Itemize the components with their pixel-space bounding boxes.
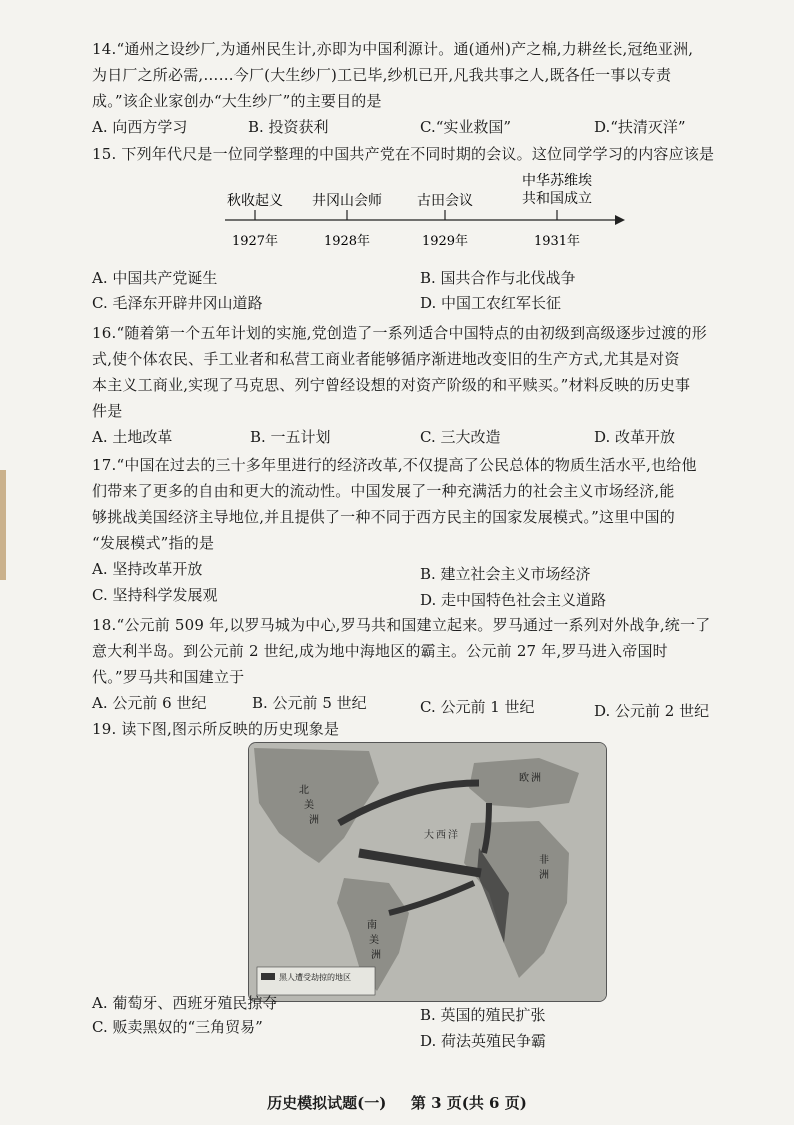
q16-line1: 16.“随着第一个五年计划的实施,党创造了一系列适合中国特点的由初级到高级逐步过渡的形 bbox=[92, 324, 707, 342]
triangle-trade-map bbox=[248, 742, 607, 1002]
q18-option-c: C. 公元前 1 世纪 bbox=[420, 698, 535, 716]
footer-page-number: 第 3 页(共 6 页) bbox=[410, 1094, 527, 1112]
q15-option-b: B. 国共合作与北伐战争 bbox=[420, 269, 576, 287]
q14-option-a: A. 向西方学习 bbox=[92, 118, 188, 136]
timeline-event-3: 古田会议 bbox=[417, 193, 473, 209]
q14-line2: 为日厂之所必需,……今厂(大生纱厂)工已毕,纱机已开,凡我共事之人,既各任一事以专责 bbox=[92, 66, 672, 84]
q17-option-a: A. 坚持改革开放 bbox=[92, 560, 203, 578]
q14-option-c: C.“实业救国” bbox=[420, 118, 512, 136]
q16-line2: 式,使个体农民、手工业者和私营工商业者能够循序渐进地改变旧的生产方式,尤其是对资 bbox=[92, 350, 680, 368]
map-label-atl-3: 洋 bbox=[448, 830, 458, 841]
map-label-na-3: 洲 bbox=[309, 815, 319, 826]
map-label-sa-2: 美 bbox=[369, 935, 379, 946]
map-legend-text: 黑人遭受劫掠的地区 bbox=[279, 973, 351, 982]
timeline-year-2: 1928年 bbox=[323, 234, 371, 249]
timeline-event-4b: 共和国成立 bbox=[522, 191, 592, 207]
q19-option-b: B. 英国的殖民扩张 bbox=[420, 1006, 546, 1024]
q18-line1: 18.“公元前 509 年,以罗马城为中心,罗马共和国建立起来。罗马通过一系列对外战争,统一了 bbox=[92, 616, 711, 634]
map-label-af-2: 洲 bbox=[539, 870, 549, 881]
q18-option-b: B. 公元前 5 世纪 bbox=[252, 694, 367, 712]
q18-option-a: A. 公元前 6 世纪 bbox=[92, 694, 207, 712]
q14-option-b: B. 投资获利 bbox=[248, 118, 329, 136]
timeline-year-4: 1931年 bbox=[533, 234, 581, 249]
q14-option-d: D.“扶清灭洋” bbox=[594, 118, 686, 136]
q14-line3: 成。”该企业家创办“大生纱厂”的主要目的是 bbox=[92, 92, 382, 110]
q16-line3: 本主义工商业,实现了马克思、列宁曾经设想的对资产阶级的和平赎买。”材料反映的历史事 bbox=[92, 376, 691, 394]
q16-option-b: B. 一五计划 bbox=[250, 428, 331, 446]
q15-line1: 15. 下列年代尺是一位同学整理的中国共产党在不同时期的会议。这位同学学习的内容应该是 bbox=[92, 145, 715, 163]
map-legend-swatch bbox=[261, 973, 275, 980]
timeline-arrowhead bbox=[615, 215, 625, 225]
q17-option-c: C. 坚持科学发展观 bbox=[92, 586, 218, 604]
q14-line1: 14.“通州之设纱厂,为通州民生计,亦即为中国利源计。通(通州)产之棉,力耕丝长,冠绝亚洲, bbox=[92, 40, 694, 58]
map-label-sa-3: 洲 bbox=[371, 950, 381, 961]
timeline-year-3: 1929年 bbox=[421, 234, 469, 249]
map-label-sa-1: 南 bbox=[367, 920, 377, 931]
page-edge-mark bbox=[0, 470, 6, 580]
q19-option-d: D. 荷法英殖民争霸 bbox=[420, 1032, 547, 1050]
map-svg bbox=[249, 743, 606, 1001]
q15-option-c: C. 毛泽东开辟井冈山道路 bbox=[92, 294, 263, 312]
timeline-event-1: 秋收起义 bbox=[227, 193, 283, 209]
footer-title: 历史模拟试题(一) bbox=[267, 1094, 387, 1112]
q17-line1: 17.“中国在过去的三十多年里进行的经济改革,不仅提高了公民总体的物质生活水平,也给他 bbox=[92, 456, 697, 474]
q19-option-a: A. 葡萄牙、西班牙殖民掠夺 bbox=[92, 994, 278, 1012]
map-label-eu-1: 欧 bbox=[519, 773, 529, 784]
q16-option-c: C. 三大改造 bbox=[420, 428, 501, 446]
timeline-event-2: 井冈山会师 bbox=[312, 193, 382, 209]
q18-option-d: D. 公元前 2 世纪 bbox=[594, 702, 710, 720]
map-label-eu-2: 洲 bbox=[531, 773, 541, 784]
q16-option-a: A. 土地改革 bbox=[92, 428, 173, 446]
q15-option-d: D. 中国工农红军长征 bbox=[420, 294, 562, 312]
timeline-diagram bbox=[215, 165, 625, 255]
q18-line2: 意大利半岛。到公元前 2 世纪,成为地中海地区的霸主。公元前 27 年,罗马进入帝国时 bbox=[92, 642, 668, 660]
q18-line3: 代。”罗马共和国建立于 bbox=[92, 668, 245, 686]
q15-option-a: A. 中国共产党诞生 bbox=[92, 269, 218, 287]
map-label-na-2: 美 bbox=[304, 800, 314, 811]
map-label-af-1: 非 bbox=[539, 855, 549, 866]
q17-option-d: D. 走中国特色社会主义道路 bbox=[420, 591, 607, 609]
q19-option-c: C. 贩卖黑奴的“三角贸易” bbox=[92, 1018, 263, 1036]
timeline-year-1: 1927年 bbox=[231, 234, 279, 249]
map-label-atl-1: 大 bbox=[424, 830, 434, 841]
page-footer bbox=[0, 1092, 794, 1113]
timeline-svg bbox=[215, 165, 625, 255]
timeline-event-4a: 中华苏维埃 bbox=[522, 173, 592, 189]
q19-line1: 19. 读下图,图示所反映的历史现象是 bbox=[92, 720, 340, 738]
q17-line4: “发展模式”指的是 bbox=[92, 534, 215, 552]
map-label-na-1: 北 bbox=[299, 785, 309, 796]
q16-option-d: D. 改革开放 bbox=[594, 428, 676, 446]
q17-line2: 们带来了更多的自由和更大的流动性。中国发展了一种充满活力的社会主义市场经济,能 bbox=[92, 482, 675, 500]
q16-line4: 件是 bbox=[92, 402, 123, 420]
q17-line3: 够挑战美国经济主导地位,并且提供了一种不同于西方民主的国家发展模式。”这里中国的 bbox=[92, 508, 675, 526]
map-label-atl-2: 西 bbox=[436, 830, 446, 841]
q17-option-b: B. 建立社会主义市场经济 bbox=[420, 565, 591, 583]
